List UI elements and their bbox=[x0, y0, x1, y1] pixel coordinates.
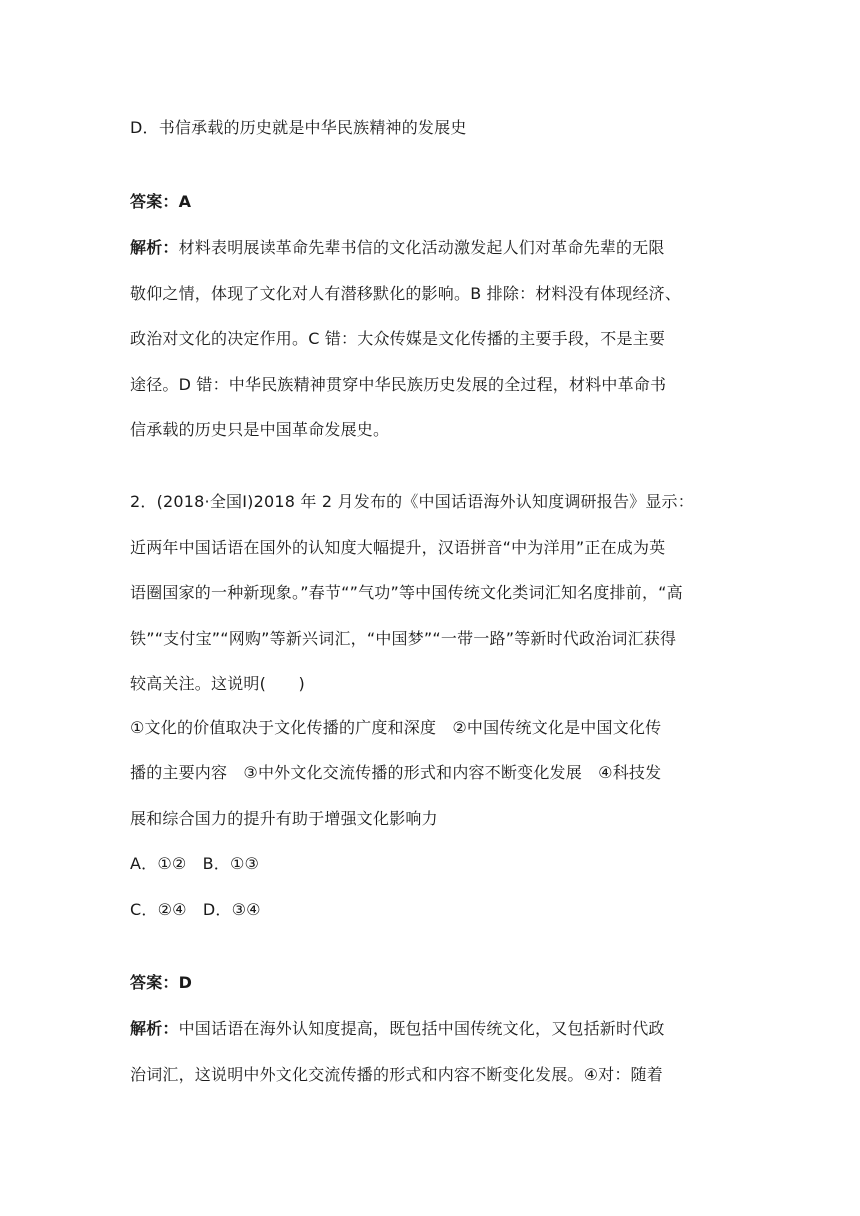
q2-stem-line-3: 语圈国家的一种新现象。”春节“”气功”等中国传统文化类词汇知名度排前，“高 bbox=[130, 583, 683, 602]
q1-answer bbox=[130, 191, 730, 213]
q1-answer-label: 答案： bbox=[130, 192, 179, 211]
q2-analysis-line-1 bbox=[130, 1018, 730, 1040]
q2-stem-line-1: 2．(2018·全国Ⅰ)2018 年 2 月发布的《中国话语海外认知度调研报告》显示： bbox=[130, 492, 694, 511]
q1-analysis-line-5: 信承载的历史只是中国革命发展史。 bbox=[130, 420, 390, 439]
q2-answer-value: D bbox=[178, 973, 193, 992]
q1-analysis-line-3: 政治对文化的决定作用。C 错：大众传媒是文化传播的主要手段，不是主要 bbox=[130, 329, 666, 348]
q2-options-cd: C．②④ D．③④ bbox=[130, 900, 261, 919]
q2-options-ab: A．①② B．①③ bbox=[130, 854, 260, 873]
q2-analysis-line-2: 治词汇，这说明中外文化交流传播的形式和内容不断变化发展。④对：随着 bbox=[130, 1065, 663, 1084]
q1-analysis-line-2: 敬仰之情，体现了文化对人有潜移默化的影响。B 排除：材料没有体现经济、 bbox=[130, 284, 682, 303]
q2-statement-line-1: ①文化的价值取决于文化传播的广度和深度 ②中国传统文化是中国文化传 bbox=[130, 718, 662, 737]
q2-statement-line-3: 展和综合国力的提升有助于增强文化影响力 bbox=[130, 809, 438, 828]
q2-answer bbox=[130, 972, 730, 994]
q1-analysis-line-4: 途径。D 错：中华民族精神贯穿中华民族历史发展的全过程，材料中革命书 bbox=[130, 375, 667, 394]
q2-stem-line-5: 较高关注。这说明( ) bbox=[130, 674, 305, 693]
q1-analysis-text-1: 材料表明展读革命先辈书信的文化活动激发起人们对革命先辈的无限 bbox=[178, 238, 665, 257]
q2-answer-label: 答案： bbox=[130, 973, 179, 992]
q1-analysis-label: 解析： bbox=[130, 238, 179, 257]
q2-stem-line-2: 近两年中国话语在国外的认知度大幅提升，汉语拼音“中为洋用”正在成为英 bbox=[130, 538, 666, 557]
q2-analysis-label: 解析： bbox=[130, 1019, 179, 1038]
q1-option-d: D．书信承载的历史就是中华民族精神的发展史 bbox=[130, 118, 467, 137]
q1-analysis-line-1 bbox=[130, 237, 730, 259]
q2-analysis-text-1: 中国话语在海外认知度提高，既包括中国传统文化，又包括新时代政 bbox=[178, 1019, 665, 1038]
q1-answer-value: A bbox=[178, 192, 192, 211]
q2-stem-line-4: 铁”“支付宝”“网购”等新兴词汇，“中国梦”“一带一路”等新时代政治词汇获得 bbox=[130, 629, 677, 648]
q2-statement-line-2: 播的主要内容 ③中外文化交流传播的形式和内容不断变化发展 ④科技发 bbox=[130, 763, 662, 782]
